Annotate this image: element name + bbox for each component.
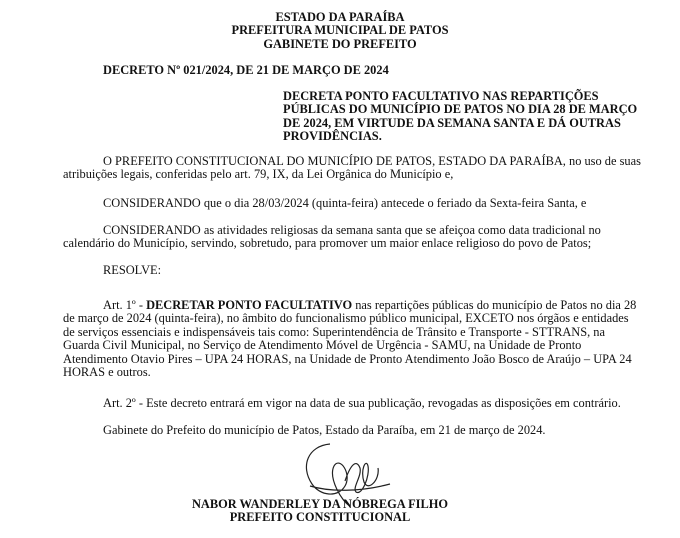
- paragraph-line: Guarda Civil Municipal, no Serviço de Atendimento Móvel de Urgência - SAMU, na Unidade de Pronto: [63, 338, 582, 353]
- summary-line: DE 2024, EM VIRTUDE DA SEMANA SANTA E DÁ OUTRAS: [283, 115, 621, 130]
- article-emphasis: DECRETAR PONTO FACULTATIVO: [146, 298, 353, 312]
- paragraph-line: O PREFEITO CONSTITUCIONAL DO MUNICÍPIO DE PATOS, ESTADO DA PARAÍBA, no uso de suas: [103, 154, 641, 168]
- header-office: GABINETE DO PREFEITO: [263, 36, 417, 51]
- considerando-1: [63, 196, 587, 210]
- decree-summary: [283, 89, 638, 144]
- paragraph-line: Gabinete do Prefeito do município de Patos, Estado da Paraíba, em 21 de março de 2024.: [103, 423, 546, 437]
- paragraph-line: CONSIDERANDO as atividades religiosas da semana santa que se afeiçoa como data tradicional no: [103, 223, 601, 237]
- preamble-paragraph: [63, 154, 641, 182]
- header-state: ESTADO DA PARAÍBA: [275, 10, 405, 24]
- decree-title: DECRETO Nº 021/2024, DE 21 DE MARÇO DE 2024: [103, 63, 389, 77]
- summary-line: DECRETA PONTO FACULTATIVO NAS REPARTIÇÕES: [283, 89, 599, 103]
- document-header: [0, 11, 680, 51]
- paragraph-line: calendário do Município, servindo, sobretudo, para promover um maior enlace religioso do povo de Patos;: [63, 236, 592, 251]
- article-1: [63, 298, 637, 379]
- article-2: [63, 396, 621, 410]
- paragraph-line: CONSIDERANDO que o dia 28/03/2024 (quinta-feira) antecede o feriado da Sexta-feira Santa, e: [103, 196, 587, 210]
- paragraph-line: RESOLVE:: [103, 263, 162, 277]
- article-text: nas repartições públicas do município de Patos no dia 28: [352, 298, 637, 312]
- paragraph-line: HORAS e outros.: [63, 364, 151, 379]
- paragraph-line: [63, 298, 637, 312]
- summary-line: PÚBLICAS DO MUNICÍPIO DE PATOS NO DIA 28 DE MARÇO: [283, 102, 638, 117]
- signatory-title: PREFEITO CONSTITUCIONAL: [229, 510, 411, 525]
- paragraph-line: Atendimento Otavio Pires – UPA 24 HORAS, na Unidade de Pronto Atendimento João Bosco de Araújo – UPA 24: [63, 351, 632, 366]
- article-number: Art. 1º -: [103, 298, 147, 312]
- paragraph-line: de serviços essenciais e indispensáveis tais como: Superintendência de Trânsito e Transporte - STTRANS, na: [63, 324, 606, 339]
- paragraph-line: de março de 2024 (quinta-feira), no âmbito do funcionalismo público municipal, EXCETO nos órgãos e entidades: [63, 311, 629, 326]
- paragraph-line: atribuições legais, conferidas pelo art. 79, IX, da Lei Orgânica do Município e,: [63, 167, 454, 182]
- signature-block: [0, 498, 640, 525]
- resolve-heading: [63, 264, 581, 277]
- paragraph-line: Art. 2º - Este decreto entrará em vigor na data de sua publicação, revogadas as disposições em contrário.: [103, 396, 621, 410]
- summary-line: PROVIDÊNCIAS.: [283, 129, 382, 144]
- considerando-2: [63, 223, 601, 251]
- signatory-name: NABOR WANDERLEY DA NÓBREGA FILHO: [191, 497, 449, 511]
- header-municipality: PREFEITURA MUNICIPAL DE PATOS: [231, 23, 449, 38]
